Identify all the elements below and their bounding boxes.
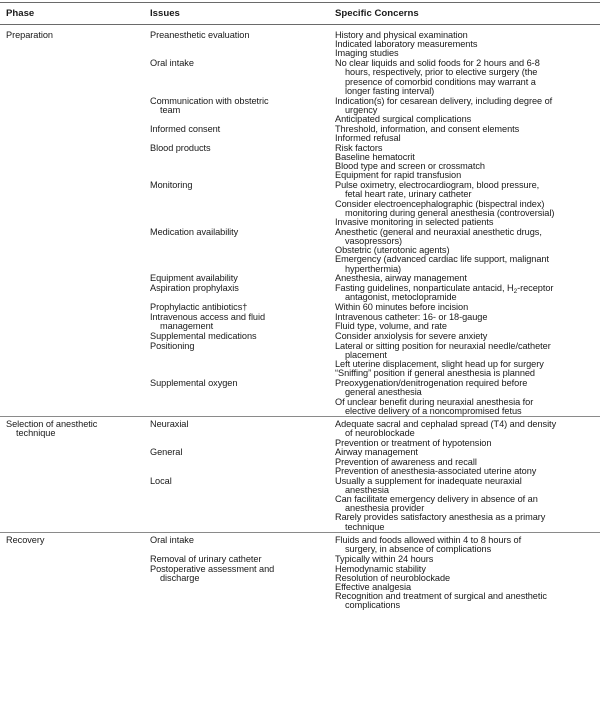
concern-item-line: Consider electroencephalographic (bispectral index) [335,198,545,209]
concern-item [335,97,552,115]
issue-label [150,555,262,564]
concern-item-line: Anticipated surgical complications [335,114,472,124]
concern-item-line: antagonist, metoclopramide [345,292,457,303]
concern-item-line: Typically within 24 hours [335,553,434,564]
concern-item [335,303,468,312]
concern-item-line: presence of comorbid conditions may warrant a [345,76,536,87]
issue-label [150,181,192,190]
header-rule [0,24,600,25]
concern-item [335,134,401,143]
concern-item-line: vasopressors) [345,236,403,246]
concern-item-line: Anesthesia, airway management [335,273,467,284]
concern-item-line: Prevention of awareness and recall [335,456,477,467]
issue-label [150,125,220,134]
concern-item-line: fetal heart rate, urinary catheter [345,189,472,200]
concern-item-line: Pulse oximetry, electrocardiogram, blood pressure, [335,180,540,191]
top-rule [0,2,600,3]
concern-item-line: Prevention or treatment of hypotension [335,437,492,448]
concern-item-line: Usually a supplement for inadequate neuraxial [335,475,522,486]
concern-item [335,342,551,360]
phase-label-line: Preparation [6,30,53,40]
issue-label-line: Local [150,475,172,486]
column-header-specific-concerns: Specific Concerns [335,8,419,19]
concern-item-line: longer fasting interval) [345,85,435,96]
issue-label-line: Oral intake [150,534,194,545]
concern-item-line: Resolution of neuroblockade [335,572,451,583]
concern-item-line: Informed refusal [335,133,401,143]
phase-label-line: technique [16,428,56,439]
issue-label [150,565,274,583]
concern-item-line: Obstetric (uterotonic agents) [335,245,450,256]
concern-item-line: Consider anxiolysis for severe anxiety [335,331,488,341]
issue-label-line: Neuraxial [150,419,189,430]
concern-item-line: of neuroblockade [345,428,415,439]
issue-label [150,332,257,341]
concern-item [335,379,527,397]
issue-label-line: discharge [160,572,200,583]
issue-label-line: team [160,104,181,115]
concern-item-line: Intravenous catheter: 16- or 18-gauge [335,312,488,322]
phase-label [6,31,53,40]
issue-label [150,97,269,115]
concern-item-line: monitoring during general anesthesia (controversial) [345,207,555,218]
concern-item-line: Can facilitate emergency delivery in absence of an [335,493,538,504]
issue-label-line: Prophylactic antibiotics† [150,302,248,313]
issue-label-line: Removal of urinary catheter [150,553,262,564]
concern-item-line: No clear liquids and solid foods for 2 hours and 6-8 [335,58,540,69]
concern-item [335,420,556,438]
issue-label [150,379,237,388]
issue-label-line: Blood products [150,142,211,153]
phase-label-line: Recovery [6,534,45,545]
concern-item-line: surgery, in absence of complications [345,544,492,554]
issue-label-line: Informed consent [150,123,221,134]
concern-item-line: Preoxygenation/denitrogenation required before [335,378,528,389]
issue-label [150,31,249,40]
concern-item [335,322,447,331]
concern-item-line: Fasting guidelines, nonparticulate antacid, $H_2$-receptor [335,283,554,296]
concern-item [335,513,545,531]
issue-label-line: Oral intake [150,58,194,69]
concern-item [335,495,538,513]
concern-item-line: Left uterine displacement, slight head up for surgery [335,359,544,370]
concern-item [335,592,547,610]
issue-label [150,284,239,293]
concern-item-line: urgency [345,104,378,115]
issue-label-line: Preanesthetic evaluation [150,30,250,40]
concern-item-line: Rarely provides satisfactory anesthesia as a primary [335,512,546,523]
concern-item-line: Anesthetic (general and neuraxial anesthetic drugs, [335,226,542,237]
concern-item-line: Imaging studies [335,48,399,59]
concern-item-line: History and physical examination [335,30,468,40]
concern-item-line: Hemodynamic stability [335,563,426,574]
concern-item-line: “Sniffing” position if general anesthesia is planned [335,368,535,379]
concern-item [335,398,533,416]
concern-item-line: Recognition and treatment of surgical and anesthetic [335,591,547,602]
concern-item-line: placement [345,350,387,360]
concern-item [335,477,522,495]
phase-label [6,420,97,438]
concern-item-line: technique [345,521,385,532]
issue-label [150,59,194,68]
concern-item-line: Within 60 minutes before incision [335,302,469,313]
concern-item-line: Indicated laboratory measurements [335,39,478,50]
issue-label-line: Communication with obstetric [150,95,269,106]
concern-item [335,59,540,96]
concern-item-line: Airway management [335,447,418,458]
concern-item [335,536,521,554]
concern-item-line: Baseline hematocrit [335,152,415,162]
concern-item-line: Of unclear benefit during neuraxial anesthesia for [335,396,534,407]
concern-item-line: Effective analgesia [335,582,412,592]
concern-item [335,181,539,199]
issue-label-line: General [150,447,183,458]
issue-label-line: Postoperative assessment and [150,563,275,574]
phase-separator [0,416,600,417]
concern-item-line: Invasive monitoring in selected patients [335,217,494,227]
concern-item-line: Risk factors [335,142,383,153]
phase-separator [0,532,600,533]
concern-item [335,467,536,476]
concern-item-line: elective delivery of a noncompromised fetus [345,405,522,416]
phase-label-line: Selection of anesthetic [6,419,98,430]
issue-label-line: Monitoring [150,180,193,191]
concern-item-line: Threshold, information, and consent elements [335,123,520,134]
issue-label-line: Supplemental oxygen [150,378,238,389]
concern-item [335,200,554,218]
column-header-issues: Issues [150,8,180,19]
issue-label-line: Intravenous access and fluid [150,312,266,322]
concern-item-line: Adequate sacral and cephalad spread (T4) and density [335,419,557,430]
concern-item [335,284,553,302]
issue-label-line: Equipment availability [150,273,238,284]
concern-item-line: Equipment for rapid transfusion [335,170,462,181]
concern-item-line: Prevention of anesthesia-associated uterine atony [335,465,537,476]
concern-item-line: anesthesia provider [345,503,425,514]
phase-label [6,536,44,545]
issue-label-line: Medication availability [150,226,239,237]
concern-item [335,115,471,124]
concern-item [335,255,549,273]
concern-item-line: Emergency (advanced cardiac life support, malignant [335,254,549,265]
concern-item-line: complications [345,600,401,611]
concern-item-line: general anesthesia [345,387,422,398]
concern-item-line: anesthesia [345,484,389,495]
issue-label-line: Aspiration prophylaxis [150,283,239,294]
concern-item [335,228,542,246]
concern-item [335,555,433,564]
concern-item [335,218,493,227]
issue-label-line: Supplemental medications [150,331,257,341]
issue-label [150,228,238,237]
issue-label-line: management [160,321,214,332]
issue-label [150,420,188,429]
issue-label [150,536,194,545]
issue-label [150,313,265,331]
concern-item-line: hyperthermia) [345,263,402,274]
concern-item [335,332,487,341]
issue-label [150,448,182,457]
concern-item-line: Indication(s) for cesarean delivery, including degree of [335,95,553,106]
concern-item-line: Fluids and foods allowed within 4 to 8 hours of [335,534,522,545]
issue-label-line: Positioning [150,340,195,351]
issue-label [150,342,194,351]
concern-item-line: Lateral or sitting position for neuraxial needle/catheter [335,340,551,351]
concern-item-line: Fluid type, volume, and rate [335,321,447,332]
column-header-phase: Phase [6,8,35,19]
issue-label [150,477,172,486]
issue-label [150,144,211,153]
issue-label [150,303,247,312]
concern-item-line: Blood type and screen or crossmatch [335,161,485,172]
concern-item-line: hours, respectively, prior to elective surgery (the [345,67,538,78]
